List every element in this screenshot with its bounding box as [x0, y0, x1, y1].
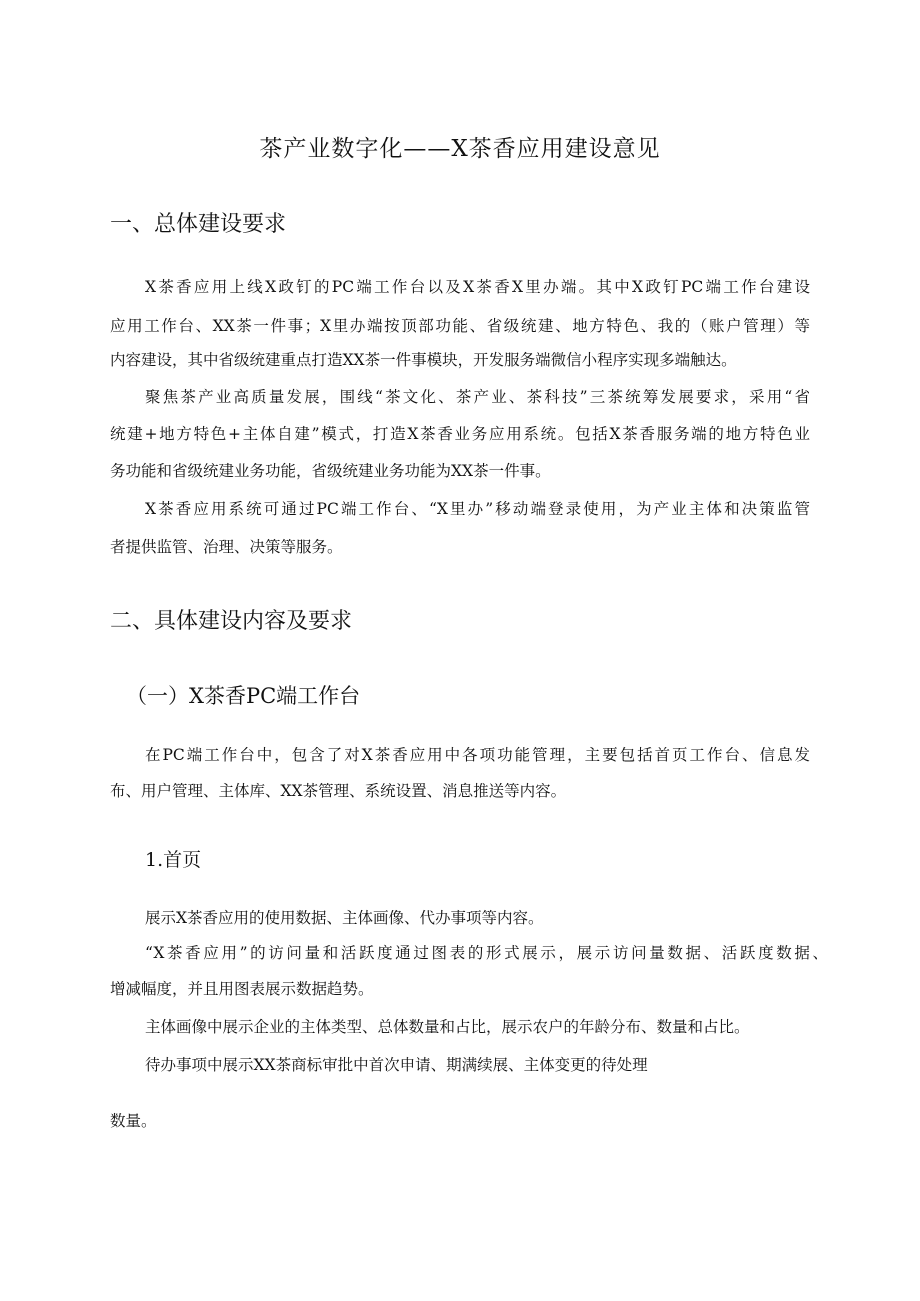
document-title: 茶产业数字化——X茶香应用建设意见: [259, 136, 661, 162]
section2-heading: 二、具体建设内容及要求: [110, 609, 353, 634]
paragraph-line: 务功能和省级统建业务功能，省级统建业务功能为XX茶一件事。: [110, 462, 551, 480]
paragraph-line: 聚焦茶产业高质量发展，围线“茶文化、茶产业、茶科技”三茶统筹发展要求，采用“省: [145, 388, 810, 406]
paragraph-line: 布、用户管理、主体库、XX茶管理、系统设置、消息推送等内容。: [110, 782, 567, 800]
paragraph-line: X茶香应用系统可通过PC端工作台、“X里办”移动端登录使用，为产业主体和决策监管: [145, 500, 810, 518]
paragraph-line: 在PC端工作台中，包含了对X茶香应用中各项功能管理，主要包括首页工作台、信息发: [145, 746, 810, 764]
paragraph-line: 统建+地方特色+主体自建”模式，打造X茶香业务应用系统。包括X茶香服务端的地方特色业: [110, 425, 810, 443]
paragraph-line: 者提供监管、治理、决策等服务。: [110, 538, 343, 556]
paragraph-line: 增减幅度，并且用图表展示数据趋势。: [110, 980, 374, 998]
paragraph-line: 待办事项中展示XX茶商标审批中首次申请、期满续展、主体变更的待处理: [145, 1056, 648, 1074]
paragraph-line: 内容建设，其中省级统建重点打造XX茶一件事模块，开发服务端微信小程序实现多端触达。: [110, 351, 737, 369]
paragraph-line: 主体画像中展示企业的主体类型、总体数量和占比，展示农户的年龄分布、数量和占比。: [145, 1018, 750, 1036]
paragraph-line: 展示X茶香应用的使用数据、主体画像、代办事项等内容。: [145, 909, 544, 927]
paragraph-line: 应用工作台、XX茶一件事；X里办端按顶部功能、省级统建、地方特色、我的（账户管理）等: [110, 317, 810, 335]
item1-heading: 1.首页: [145, 849, 202, 871]
paragraph-line: “X茶香应用”的访问量和活跃度通过图表的形式展示，展示访问量数据、活跃度数据、: [145, 944, 828, 962]
paragraph-line: 数量。: [110, 1112, 157, 1130]
subsection1-heading: （一）X茶香PC端工作台: [126, 684, 361, 708]
section1-heading: 一、总体建设要求: [110, 212, 287, 237]
paragraph-line: X茶香应用上线X政钉的PC端工作台以及X茶香X里办端。其中X政钉PC端工作台建设: [145, 278, 810, 296]
